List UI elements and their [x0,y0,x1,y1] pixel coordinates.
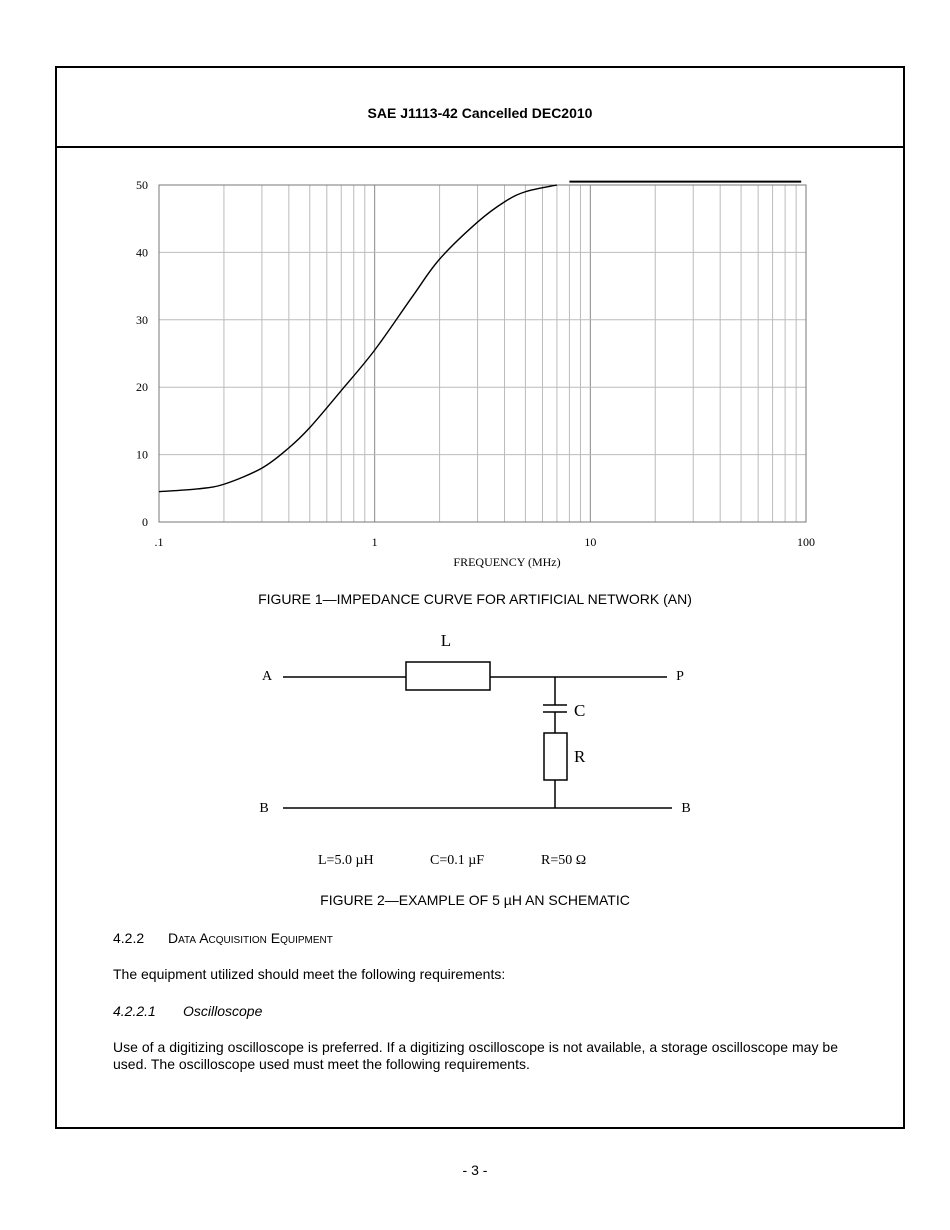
section-number: 4.2.2 [113,930,145,946]
subsection-body: Use of a digitizing oscilloscope is preferred. If a digitizing oscilloscope is not available, a storage oscilloscope may be used. The oscilloscope used must meet the following requirements. [113,1039,838,1072]
y-tick-label: 20 [136,380,148,395]
resistor-R [544,733,567,780]
x-tick-label: .1 [154,535,164,549]
subsection-number: 4.2.2.1 [113,1003,156,1019]
schematic-value-L: L=5.0 µH [318,853,374,868]
schematic-value-C: C=0.1 µF [430,853,485,868]
schematic-label-B-left: B [259,801,269,816]
schematic-value-R: R=50 Ω [541,853,587,868]
schematic-label-B-right: B [681,801,691,816]
chart-x-axis-label: FREQUENCY (MHz) [453,555,561,569]
schematic-label-L: L [440,631,452,650]
section-title: Data Acquisition Equipment [168,930,333,946]
inductor-L [406,662,490,690]
y-tick-label: 0 [142,515,148,529]
schematic-label-P: P [676,669,684,684]
subsection-title: Oscilloscope [183,1003,263,1019]
schematic-label-R: R [574,747,586,766]
y-tick-label: 10 [136,447,148,462]
schematic-label-A: A [261,669,273,684]
x-tick-label: 100 [797,535,815,549]
header-title: SAE J1113-42 Cancelled DEC2010 [367,105,593,121]
x-tick-label: 1 [371,535,378,549]
y-tick-label: 30 [136,312,148,327]
x-tick-label: 10 [584,535,597,549]
section-intro: The equipment utilized should meet the following requirements: [113,966,506,982]
figure1-caption: FIGURE 1—IMPEDANCE CURVE FOR ARTIFICIAL NETWORK (AN) [258,591,692,607]
schematic-label-C: C [574,701,586,720]
y-tick-label: 50 [136,178,148,192]
page-number: - 3 - [462,1162,488,1178]
y-tick-label: 40 [136,245,148,260]
figure2-caption: FIGURE 2—EXAMPLE OF 5 µH AN SCHEMATIC [320,892,630,908]
